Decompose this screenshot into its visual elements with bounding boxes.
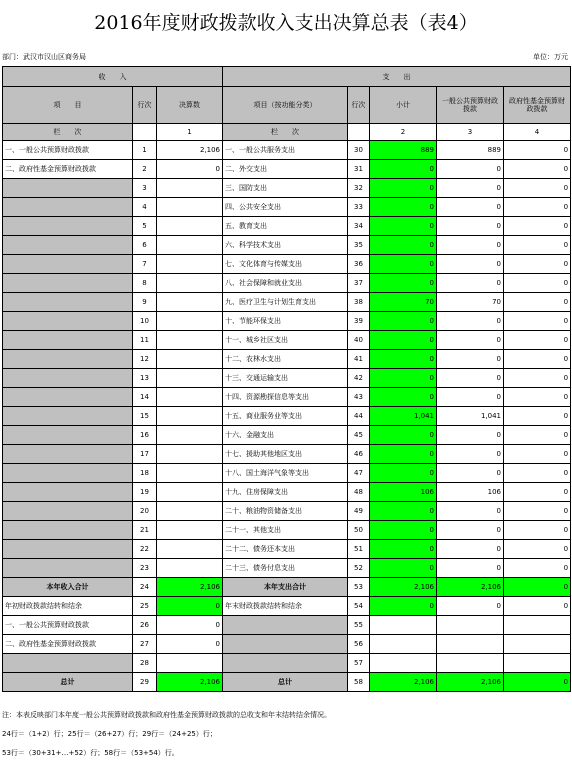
expense-total-label: 本年支出合计 bbox=[223, 578, 348, 597]
fund-value: 0 bbox=[504, 521, 571, 540]
income-value bbox=[157, 559, 223, 578]
subtotal-value: 0 bbox=[370, 217, 437, 236]
fund-value: 0 bbox=[504, 464, 571, 483]
expense-item: 二十二、债务还本支出 bbox=[223, 540, 348, 559]
subtotal-value: 0 bbox=[370, 350, 437, 369]
subtotal-value: 889 bbox=[370, 141, 437, 160]
unit-label: 单位：万元 bbox=[533, 53, 568, 61]
income-value bbox=[157, 350, 223, 369]
fund-value: 0 bbox=[504, 578, 571, 597]
income-value bbox=[157, 274, 223, 293]
fund-value: 0 bbox=[504, 217, 571, 236]
fund-value: 0 bbox=[504, 179, 571, 198]
subtotal-value: 0 bbox=[370, 540, 437, 559]
subtotal-value: 0 bbox=[370, 464, 437, 483]
fund-value: 0 bbox=[504, 331, 571, 350]
line-number: 30 bbox=[348, 141, 370, 160]
blank-cell bbox=[223, 635, 348, 654]
general-value: 2,106 bbox=[437, 673, 504, 692]
item-header: 项 目 bbox=[3, 87, 133, 124]
general-value: 0 bbox=[437, 160, 504, 179]
expense-item: 十、节能环保支出 bbox=[223, 312, 348, 331]
line-number: 3 bbox=[133, 179, 157, 198]
line-number: 56 bbox=[348, 635, 370, 654]
carry-in-label: 年初财政拨款结转和结余 bbox=[3, 597, 133, 616]
income-value bbox=[157, 464, 223, 483]
general-value: 889 bbox=[437, 141, 504, 160]
line-number: 15 bbox=[133, 407, 157, 426]
expense-item: 二、外交支出 bbox=[223, 160, 348, 179]
general-value: 0 bbox=[437, 597, 504, 616]
line-number: 53 bbox=[348, 578, 370, 597]
line-number: 49 bbox=[348, 502, 370, 521]
fund-value: 0 bbox=[504, 540, 571, 559]
line-number: 40 bbox=[348, 331, 370, 350]
subtotal-value: 106 bbox=[370, 483, 437, 502]
note-line: 24行＝（1+2）行；25行＝（26+27）行；29行＝（24+25）行； bbox=[2, 730, 217, 738]
line-number: 7 bbox=[133, 255, 157, 274]
table-row bbox=[3, 407, 571, 426]
line-number: 48 bbox=[348, 483, 370, 502]
expense-item: 二十一、其他支出 bbox=[223, 521, 348, 540]
carry-in-value: 0 bbox=[157, 597, 223, 616]
expense-item: 一、一般公共服务支出 bbox=[223, 141, 348, 160]
line-number: 23 bbox=[133, 559, 157, 578]
note-line: 53行＝（30+31+…+52）行；58行＝（53+54）行。 bbox=[2, 749, 179, 757]
line-number: 55 bbox=[348, 616, 370, 635]
subtotal-value: 0 bbox=[370, 445, 437, 464]
fund-budget-header: 政府性基金预算财政拨款 bbox=[504, 87, 571, 124]
income-item bbox=[3, 350, 133, 369]
income-value bbox=[157, 293, 223, 312]
subtotal-value: 0 bbox=[370, 426, 437, 445]
line-number: 6 bbox=[133, 236, 157, 255]
general-value: 0 bbox=[437, 502, 504, 521]
income-value: 0 bbox=[157, 160, 223, 179]
subtotal-value: 2,106 bbox=[370, 673, 437, 692]
expense-item: 十四、资源勘探信息等支出 bbox=[223, 388, 348, 407]
note-line: 注：本表反映部门本年度一般公共预算财政拨款和政府性基金预算财政拨款的总收支和年末结转结余情况。 bbox=[2, 711, 331, 719]
line-number: 27 bbox=[133, 635, 157, 654]
subtotal-header: 小计 bbox=[370, 87, 437, 124]
subtotal-value: 2,106 bbox=[370, 578, 437, 597]
table-row bbox=[3, 217, 571, 236]
carry-in-fund-label: 二、政府性基金预算财政拨款 bbox=[3, 635, 133, 654]
general-value: 0 bbox=[437, 521, 504, 540]
expense-item: 十五、商业服务业等支出 bbox=[223, 407, 348, 426]
general-value: 0 bbox=[437, 464, 504, 483]
carry-out-label: 年末财政拨款结转和结余 bbox=[223, 597, 348, 616]
carryover-row bbox=[3, 597, 571, 616]
line-number: 8 bbox=[133, 274, 157, 293]
income-item bbox=[3, 217, 133, 236]
line-number: 13 bbox=[133, 369, 157, 388]
general-value: 2,106 bbox=[437, 578, 504, 597]
subtotal-value: 1,041 bbox=[370, 407, 437, 426]
line-number: 37 bbox=[348, 274, 370, 293]
line-number: 39 bbox=[348, 312, 370, 331]
table-row bbox=[3, 293, 571, 312]
col-number: 3 bbox=[437, 124, 504, 141]
blank-cell bbox=[437, 616, 504, 635]
general-value: 0 bbox=[437, 198, 504, 217]
expense-item: 三、国防支出 bbox=[223, 179, 348, 198]
subtotal-value: 0 bbox=[370, 502, 437, 521]
income-value bbox=[157, 179, 223, 198]
line-number: 1 bbox=[133, 141, 157, 160]
subtotal-value: 0 bbox=[370, 198, 437, 217]
table-row bbox=[3, 312, 571, 331]
table-row bbox=[3, 445, 571, 464]
expense-item: 二十三、债务付息支出 bbox=[223, 559, 348, 578]
table-row bbox=[3, 350, 571, 369]
blank-cell bbox=[157, 654, 223, 673]
subtotal-value: 0 bbox=[370, 521, 437, 540]
general-value: 0 bbox=[437, 388, 504, 407]
general-value: 106 bbox=[437, 483, 504, 502]
income-item bbox=[3, 502, 133, 521]
fund-value: 0 bbox=[504, 350, 571, 369]
line-number: 20 bbox=[133, 502, 157, 521]
table-row bbox=[3, 331, 571, 350]
subtotal-value: 0 bbox=[370, 179, 437, 198]
income-item bbox=[3, 312, 133, 331]
table-row bbox=[3, 502, 571, 521]
income-item bbox=[3, 407, 133, 426]
income-value bbox=[157, 331, 223, 350]
income-item bbox=[3, 179, 133, 198]
table-row bbox=[3, 483, 571, 502]
table-row bbox=[3, 255, 571, 274]
general-value: 0 bbox=[437, 445, 504, 464]
fund-value: 0 bbox=[504, 426, 571, 445]
income-value bbox=[157, 521, 223, 540]
subtotal-value: 0 bbox=[370, 369, 437, 388]
item-func-header: 项目（按功能分类） bbox=[223, 87, 348, 124]
table-row bbox=[3, 179, 571, 198]
table-row bbox=[3, 540, 571, 559]
subtotal-value: 0 bbox=[370, 312, 437, 331]
income-item bbox=[3, 198, 133, 217]
table-row bbox=[3, 160, 571, 179]
subtotal-value: 0 bbox=[370, 160, 437, 179]
expense-item: 十七、援助其他地区支出 bbox=[223, 445, 348, 464]
line-number: 18 bbox=[133, 464, 157, 483]
line-number: 28 bbox=[133, 654, 157, 673]
line-number: 58 bbox=[348, 673, 370, 692]
line-number: 29 bbox=[133, 673, 157, 692]
income-value bbox=[157, 198, 223, 217]
line-number: 26 bbox=[133, 616, 157, 635]
expense-item: 九、医疗卫生与计划生育支出 bbox=[223, 293, 348, 312]
general-value: 0 bbox=[437, 312, 504, 331]
blank-cell bbox=[504, 654, 571, 673]
income-item bbox=[3, 540, 133, 559]
col-label: 栏 次 bbox=[3, 124, 133, 141]
income-item bbox=[3, 559, 133, 578]
line-number: 34 bbox=[348, 217, 370, 236]
income-value bbox=[157, 445, 223, 464]
income-item bbox=[3, 426, 133, 445]
table-row bbox=[3, 464, 571, 483]
general-value: 0 bbox=[437, 217, 504, 236]
carry-in-fund-value: 0 bbox=[157, 635, 223, 654]
expense-item: 十八、国土海洋气象等支出 bbox=[223, 464, 348, 483]
blank-cell bbox=[223, 616, 348, 635]
line-number: 46 bbox=[348, 445, 370, 464]
fund-value: 0 bbox=[504, 293, 571, 312]
general-value: 1,041 bbox=[437, 407, 504, 426]
col-number: 2 bbox=[370, 124, 437, 141]
line-number: 50 bbox=[348, 521, 370, 540]
expense-item: 十九、住房保障支出 bbox=[223, 483, 348, 502]
blank-cell bbox=[370, 635, 437, 654]
income-value bbox=[157, 407, 223, 426]
col-blank bbox=[348, 124, 370, 141]
subtotal-value: 0 bbox=[370, 331, 437, 350]
fund-value: 0 bbox=[504, 483, 571, 502]
income-item bbox=[3, 521, 133, 540]
general-value: 0 bbox=[437, 331, 504, 350]
line-number: 32 bbox=[348, 179, 370, 198]
carry-in-general-label: 一、一般公共预算财政拨款 bbox=[3, 616, 133, 635]
general-budget-header: 一般公共预算财政拨款 bbox=[437, 87, 504, 124]
line-number: 17 bbox=[133, 445, 157, 464]
income-value bbox=[157, 388, 223, 407]
line-number: 22 bbox=[133, 540, 157, 559]
table-row bbox=[3, 559, 571, 578]
expense-item: 五、教育支出 bbox=[223, 217, 348, 236]
income-total-value: 2,106 bbox=[157, 578, 223, 597]
fund-value: 0 bbox=[504, 445, 571, 464]
line-number: 10 bbox=[133, 312, 157, 331]
line-number: 35 bbox=[348, 236, 370, 255]
subtotal-value: 0 bbox=[370, 255, 437, 274]
line-number: 4 bbox=[133, 198, 157, 217]
income-value bbox=[157, 426, 223, 445]
income-value: 2,106 bbox=[157, 141, 223, 160]
fund-value: 0 bbox=[504, 160, 571, 179]
income-value bbox=[157, 255, 223, 274]
expense-item: 六、科学技术支出 bbox=[223, 236, 348, 255]
blank-cell bbox=[437, 635, 504, 654]
col-number: 4 bbox=[504, 124, 571, 141]
line-number: 41 bbox=[348, 350, 370, 369]
col-blank bbox=[133, 124, 157, 141]
carryover-detail-row bbox=[3, 635, 571, 654]
carryover-detail-row bbox=[3, 616, 571, 635]
income-item bbox=[3, 388, 133, 407]
fund-value: 0 bbox=[504, 388, 571, 407]
fund-value: 0 bbox=[504, 559, 571, 578]
general-value: 0 bbox=[437, 274, 504, 293]
subtotal-value: 0 bbox=[370, 236, 437, 255]
fund-value: 0 bbox=[504, 369, 571, 388]
subtotal-value: 0 bbox=[370, 559, 437, 578]
total-row bbox=[3, 578, 571, 597]
expense-item: 七、文化体育与传媒支出 bbox=[223, 255, 348, 274]
expense-item: 十二、农林水支出 bbox=[223, 350, 348, 369]
line-number: 16 bbox=[133, 426, 157, 445]
general-value: 0 bbox=[437, 236, 504, 255]
expense-item: 十六、金融支出 bbox=[223, 426, 348, 445]
income-header: 收 入 bbox=[3, 67, 223, 87]
line-header: 行次 bbox=[133, 87, 157, 124]
general-value: 0 bbox=[437, 350, 504, 369]
subtotal-value: 0 bbox=[370, 274, 437, 293]
grand-total-label: 总计 bbox=[223, 673, 348, 692]
general-value: 0 bbox=[437, 559, 504, 578]
line-number: 38 bbox=[348, 293, 370, 312]
general-value: 0 bbox=[437, 179, 504, 198]
income-item bbox=[3, 464, 133, 483]
line-number: 45 bbox=[348, 426, 370, 445]
expense-item: 四、公共安全支出 bbox=[223, 198, 348, 217]
income-value bbox=[157, 369, 223, 388]
table-row bbox=[3, 426, 571, 445]
line-number: 44 bbox=[348, 407, 370, 426]
final-header: 决算数 bbox=[157, 87, 223, 124]
line-number: 43 bbox=[348, 388, 370, 407]
line-number: 25 bbox=[133, 597, 157, 616]
line-number: 42 bbox=[348, 369, 370, 388]
line-number: 2 bbox=[133, 160, 157, 179]
income-item bbox=[3, 483, 133, 502]
blank-cell bbox=[437, 654, 504, 673]
line-number: 9 bbox=[133, 293, 157, 312]
income-value bbox=[157, 312, 223, 331]
general-value: 70 bbox=[437, 293, 504, 312]
line-number: 51 bbox=[348, 540, 370, 559]
col-label: 栏 次 bbox=[223, 124, 348, 141]
table-row bbox=[3, 198, 571, 217]
line-number: 14 bbox=[133, 388, 157, 407]
expense-item: 八、社会保障和就业支出 bbox=[223, 274, 348, 293]
grand-total-value: 2,106 bbox=[157, 673, 223, 692]
income-item bbox=[3, 445, 133, 464]
line-number: 33 bbox=[348, 198, 370, 217]
notes bbox=[2, 706, 331, 763]
fund-value: 0 bbox=[504, 502, 571, 521]
line-number: 12 bbox=[133, 350, 157, 369]
expense-item: 十三、交通运输支出 bbox=[223, 369, 348, 388]
table-row bbox=[3, 274, 571, 293]
table-row bbox=[3, 521, 571, 540]
table-row bbox=[3, 236, 571, 255]
general-value: 0 bbox=[437, 369, 504, 388]
line-number: 57 bbox=[348, 654, 370, 673]
expense-item: 二十、粮油物资储备支出 bbox=[223, 502, 348, 521]
line-number: 54 bbox=[348, 597, 370, 616]
line-number: 47 bbox=[348, 464, 370, 483]
page-title: 2016年度财政拨款收入支出决算总表（表4） bbox=[94, 12, 478, 34]
line-number: 36 bbox=[348, 255, 370, 274]
line-number: 11 bbox=[133, 331, 157, 350]
line-number: 24 bbox=[133, 578, 157, 597]
line-number: 21 bbox=[133, 521, 157, 540]
blank-cell bbox=[370, 654, 437, 673]
income-value bbox=[157, 217, 223, 236]
income-item: 二、政府性基金预算财政拨款 bbox=[3, 160, 133, 179]
general-value: 0 bbox=[437, 540, 504, 559]
general-value: 0 bbox=[437, 426, 504, 445]
blank-cell bbox=[370, 616, 437, 635]
income-value bbox=[157, 502, 223, 521]
subtotal-value: 0 bbox=[370, 597, 437, 616]
expense-header: 支 出 bbox=[223, 67, 571, 87]
table-row bbox=[3, 141, 571, 160]
income-value bbox=[157, 236, 223, 255]
table-row bbox=[3, 369, 571, 388]
budget-table bbox=[2, 66, 571, 692]
grand-total-label: 总计 bbox=[3, 673, 133, 692]
subtotal-value: 0 bbox=[370, 388, 437, 407]
expense-item: 十一、城乡社区支出 bbox=[223, 331, 348, 350]
income-total-label: 本年收入合计 bbox=[3, 578, 133, 597]
grand-total-row bbox=[3, 673, 571, 692]
blank-cell bbox=[504, 616, 571, 635]
income-value bbox=[157, 483, 223, 502]
fund-value: 0 bbox=[504, 597, 571, 616]
carry-in-general-value: 0 bbox=[157, 616, 223, 635]
fund-value: 0 bbox=[504, 141, 571, 160]
blank-cell bbox=[223, 654, 348, 673]
income-value bbox=[157, 540, 223, 559]
fund-value: 0 bbox=[504, 673, 571, 692]
income-item bbox=[3, 236, 133, 255]
line-number: 52 bbox=[348, 559, 370, 578]
line-number: 31 bbox=[348, 160, 370, 179]
col-number: 1 bbox=[157, 124, 223, 141]
blank-row bbox=[3, 654, 571, 673]
fund-value: 0 bbox=[504, 274, 571, 293]
blank-cell bbox=[3, 654, 133, 673]
income-item bbox=[3, 274, 133, 293]
line-number: 5 bbox=[133, 217, 157, 236]
line-header: 行次 bbox=[348, 87, 370, 124]
fund-value: 0 bbox=[504, 198, 571, 217]
line-number: 19 bbox=[133, 483, 157, 502]
income-item bbox=[3, 293, 133, 312]
income-item bbox=[3, 331, 133, 350]
table-row bbox=[3, 388, 571, 407]
general-value: 0 bbox=[437, 255, 504, 274]
blank-cell bbox=[504, 635, 571, 654]
department-label: 部门：武汉市汉山区商务局 bbox=[2, 53, 86, 61]
fund-value: 0 bbox=[504, 312, 571, 331]
income-item: 一、一般公共预算财政拨款 bbox=[3, 141, 133, 160]
fund-value: 0 bbox=[504, 407, 571, 426]
fund-value: 0 bbox=[504, 236, 571, 255]
subtotal-value: 70 bbox=[370, 293, 437, 312]
income-item bbox=[3, 255, 133, 274]
fund-value: 0 bbox=[504, 255, 571, 274]
income-item bbox=[3, 369, 133, 388]
